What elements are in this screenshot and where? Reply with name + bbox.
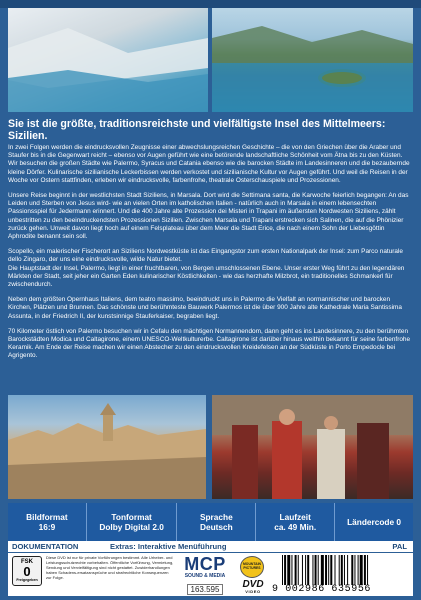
barcode-bar bbox=[287, 555, 290, 585]
barcode-bar bbox=[312, 555, 313, 585]
fsk-label: FSK bbox=[21, 559, 33, 565]
mountain-pictures-logo bbox=[240, 556, 264, 578]
barcode-bar bbox=[367, 555, 368, 585]
info-label: Laufzeit bbox=[279, 511, 311, 522]
paragraph-scopello: Scopello, ein malerischer Fischerort an Siziliens Nordwestküste ist das Eingangstor zum ersten Nationalpark der Insel: zum Parco naturale dello Zingaro, der uns eine eindrucksvolle, wilde Natur bietet. Die Hauptstadt der Insel, Palermo, liegt in einer fruchtbaren, von Bergen umschlossenen Ebene. Unser erster Weg führt zu den legendären Märkten der Stadt, seit jeher ein Garten Eden kulinarischer Köstlichkeiten - wie das herzhafte Milzbrot, ein traditionelles Schmankerl für zwischendurch. bbox=[8, 248, 405, 289]
dvd-logo-sub: VIDEO bbox=[245, 589, 261, 594]
info-label: Ländercode 0 bbox=[347, 516, 402, 527]
barcode-bar bbox=[307, 555, 309, 585]
photo-coastal-island bbox=[212, 8, 413, 112]
barcode-bar bbox=[328, 555, 329, 585]
barcode-bar bbox=[330, 555, 332, 585]
barcode-bar bbox=[347, 555, 348, 585]
barcode-bar bbox=[325, 555, 327, 585]
info-bildformat bbox=[8, 503, 87, 541]
barcode-bar bbox=[335, 555, 336, 585]
technical-info-table bbox=[8, 503, 413, 541]
fsk-sub: Freigegeben bbox=[16, 578, 38, 582]
catalog-number: 163.595 bbox=[187, 584, 224, 595]
barcode-bar bbox=[284, 555, 286, 585]
dvd-video-logo bbox=[238, 580, 268, 594]
barcode-bar bbox=[354, 555, 355, 585]
extras-bar bbox=[8, 541, 413, 552]
barcode-bar bbox=[298, 555, 299, 585]
headline: Sie ist die größte, traditionsreichste und vielfältigste Insel des Mittelmeers: Sizilien. bbox=[8, 118, 386, 142]
mp-line2: PICTURES bbox=[243, 565, 261, 570]
paragraph-marsala: Unsere Reise beginnt in der westlichsten Stadt Siziliens, in Marsala. Dort wird die Settimana santa, die Karwoche feierlich begangen: An das Leiden und Sterben von Jesus wird- wie an vielen Orten im katholischen Italien - natürlich auch in Marsala in einem lebensechten Passionsspiel für Jedermann erinnert. Und die 400 Jahre alte Prozession dei Misteri in Trapani im äußersten Nordwesten Siziliens, zählt unbestritten zu den beeindruckendsten Prozessionen Sizilien. Zwischen Marsala und Trapani erstrecken sich Salinen, die auf die Phönizier zurück gehen. Unweit davon liegt hoch auf einem Felsplateau über dem Meer die Stadt Erice, die nach einem Sohn der Liebesgöttin Aphrodite benannt sein soll. bbox=[8, 192, 409, 241]
dvd-logo-text: DVD bbox=[242, 579, 264, 590]
photo-baroque-town bbox=[8, 395, 206, 499]
info-value: ca. 49 Min. bbox=[274, 522, 317, 532]
barcode-bar bbox=[341, 555, 343, 585]
info-sprache bbox=[177, 503, 256, 541]
mcp-logo-text: MCP bbox=[184, 554, 226, 574]
info-value: Deutsch bbox=[199, 522, 233, 532]
photo-white-cliffs-coast bbox=[8, 8, 208, 112]
info-laufzeit bbox=[256, 503, 335, 541]
video-standard: PAL bbox=[392, 542, 407, 551]
barcode-bar bbox=[364, 555, 366, 585]
top-band bbox=[0, 0, 421, 8]
barcode-bar bbox=[339, 555, 340, 585]
barcode-bar bbox=[282, 555, 283, 585]
barcode-bar bbox=[315, 555, 317, 585]
info-label: Bildformat bbox=[26, 511, 68, 522]
photo-easter-procession bbox=[212, 395, 413, 499]
paragraph-cefalu: 70 Kilometer östlich von Palermo besuchen wir in Cefalu den mächtigen Normannendom, dann geht es ins Landesinnere, zu den berühmten Barockstädten Modica und Caltagirone, einem UNESCO-Weltkulturerbe. Caltagirone ist darüber hinaus weithin bekannt für seine farbenfrohe Keramik. Am Ende der Reise machen wir einen Abstecher zu den eindrucksvollen Kreidefelsen an der Südküste in Porto Empedocle bei Agrigento. bbox=[8, 327, 411, 360]
description-text bbox=[8, 118, 413, 367]
info-tonformat bbox=[87, 503, 178, 541]
legal-notice: Diese DVD ist nur für private Vorführungen bestimmt. Alle Urheber- und Leistungsschutzrechte vorbehalten. Öffentliche Vorführung, Vermietung, Sendung und Vervielfältigung sind nicht gestattet. Zuwiderhandlungen haben Schadens-ersatzansprüche und strafrechtliche Konsequenzen zur Folge. bbox=[46, 555, 174, 580]
info-label: Tonformat bbox=[111, 511, 152, 522]
fsk-number: 0 bbox=[23, 564, 31, 579]
barcode-bars bbox=[282, 555, 410, 585]
barcode-bar bbox=[305, 555, 306, 585]
barcode bbox=[272, 555, 412, 595]
barcode-bar bbox=[291, 555, 292, 585]
info-value: 16:9 bbox=[38, 522, 56, 532]
mp-line1: MOUNTAIN bbox=[242, 562, 262, 566]
barcode-bar bbox=[302, 555, 303, 585]
info-value: Dolby Digital 2.0 bbox=[99, 522, 164, 532]
extras-label: Extras: Interaktive Menüführung bbox=[110, 542, 227, 551]
mcp-sub: SOUND & MEDIA bbox=[184, 573, 226, 579]
genre-label: DOKUMENTATION bbox=[12, 542, 79, 551]
info-laendercode bbox=[335, 503, 413, 541]
info-label: Sprache bbox=[199, 511, 233, 522]
fsk-rating-badge bbox=[12, 556, 42, 586]
mcp-logo bbox=[177, 555, 233, 595]
barcode-bar bbox=[358, 555, 359, 585]
barcode-bar bbox=[351, 555, 353, 585]
barcode-bar bbox=[321, 555, 324, 585]
barcode-bar bbox=[344, 555, 345, 585]
barcode-bar bbox=[360, 555, 363, 585]
paragraph-palermo: Neben dem größten Opernhaus Italiens, dem teatro massimo, beeindruckt uns in Palermo die Vielfalt an normannischer und barocken Kirchen, Plätzen und Brunnen. Das schönste und berühmteste Bauwerk Palermos ist die über 900 Jahre alte Kathedrale Maria Santissima Assunta, in der Friedrich II, der kunstsinnige Stauferkaiser, begraben liegt. bbox=[8, 296, 402, 320]
barcode-digits: 9 002986 635956 bbox=[272, 584, 372, 595]
barcode-bar bbox=[318, 555, 319, 585]
barcode-bar bbox=[295, 555, 297, 585]
footer-logos bbox=[8, 553, 413, 596]
paragraph-intro: In zwei Folgen werden die eindrucksvollen Zeugnisse einer abwechslungsreichen Geschichte – die von den Griechen über die Araber und Staufer bis in die Gegenwart reicht – ebenso vor Augen geführt wie eine betörende landschaftliche Schönheit vom Ätna bis zu den Küsten. Wir besuchen die großen Städte wie Palermo, Syracus und Catania ebenso wie die barocken Städte im Landesinneren und die bezaubernde kleine Dörfer. Kulinarische sizilianische Leckerbissen werden verkostet und sizilianische Kultur vor Augen geführt. Und weil die Reisen in der Woche vor Ostern stattfinden, erleben wir eindrucksvolle, farbenfrohe, theatrale Osterschauspiele und Prozessionen. bbox=[8, 144, 410, 184]
